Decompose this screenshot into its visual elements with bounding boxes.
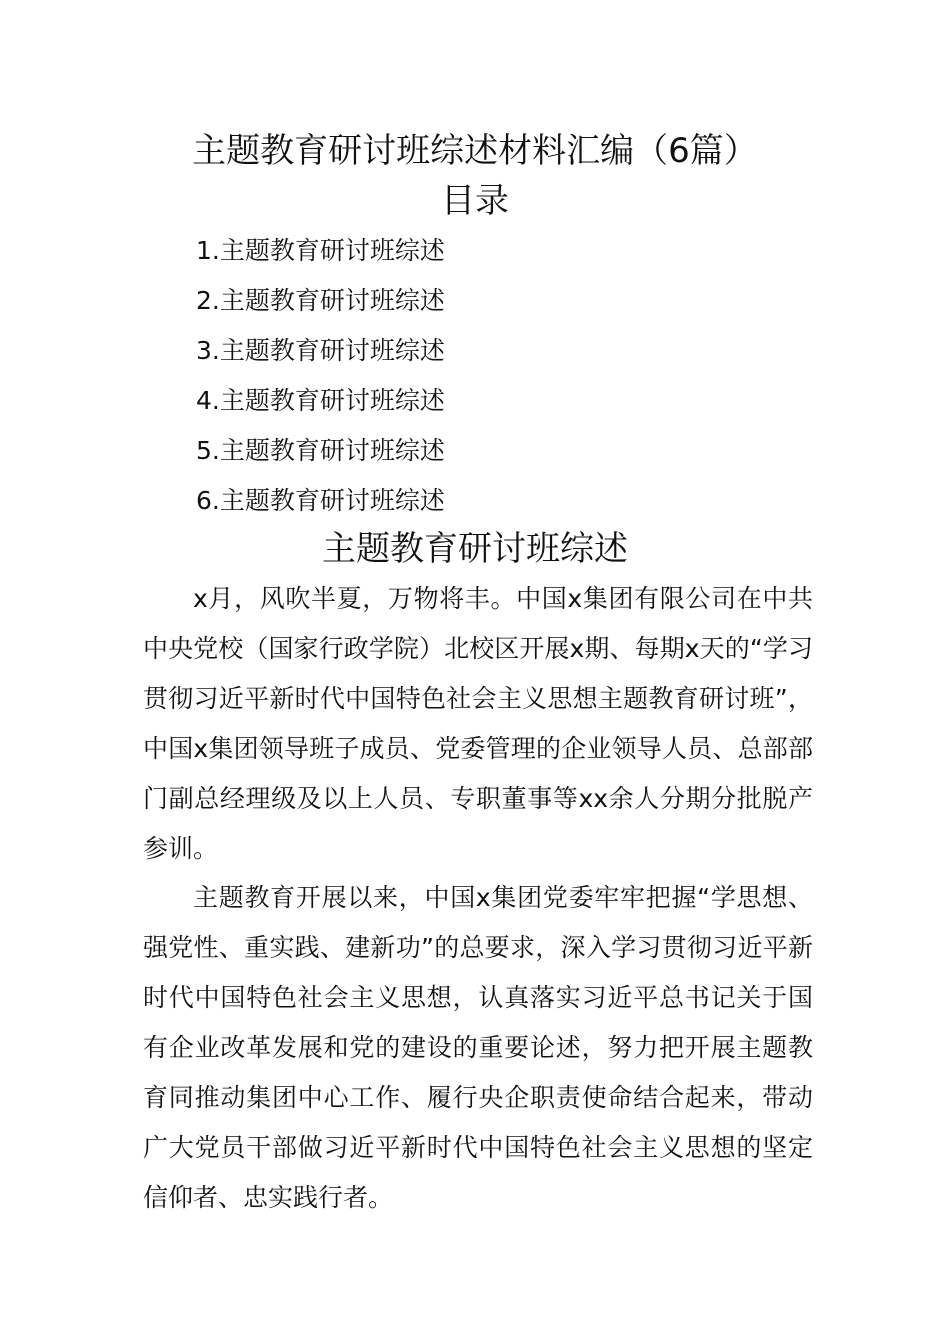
document-title: 主题教育研讨班综述材料汇编（6篇） xyxy=(192,131,758,171)
table-of-contents xyxy=(196,226,445,526)
toc-item: 5.主题教育研讨班综述 xyxy=(196,436,445,465)
toc-heading: 目录 xyxy=(441,181,509,221)
toc-item: 4.主题教育研讨班综述 xyxy=(196,386,445,415)
toc-item: 2.主题教育研讨班综述 xyxy=(196,286,445,315)
toc-item: 6.主题教育研讨班综述 xyxy=(196,486,445,515)
body-paragraph: 主题教育开展以来，中国x集团党委牢牢把握“学思想、强党性、重实践、建新功”的总要求，深入学习贯彻习近平新时代中国特色社会主义思想，认真落实习近平总书记关于国有企业改革发展和党的建设的重要论述，努力把开展主题教育同推动集团中心工作、履行央企职责使命结合起来，带动广大党员干部做习近平新时代中国特色社会主义思想的坚定信仰者、忠实践行者。 xyxy=(143,883,813,1212)
toc-item: 1.主题教育研讨班综述 xyxy=(196,236,445,265)
section-title: 主题教育研讨班综述 xyxy=(322,529,628,569)
body-paragraph: x月，风吹半夏，万物将丰。中国x集团有限公司在中共中央党校（国家行政学院）北校区开展x期、每期x天的“学习贯彻习近平新时代中国特色社会主义思想主题教育研讨班”，中国x集团领导班子成员、党委管理的企业领导人员、总部部门副总经理级及以上人员、专职董事等xx余人分期分批脱产参训。 xyxy=(143,584,813,863)
toc-item: 3.主题教育研讨班综述 xyxy=(196,336,445,365)
